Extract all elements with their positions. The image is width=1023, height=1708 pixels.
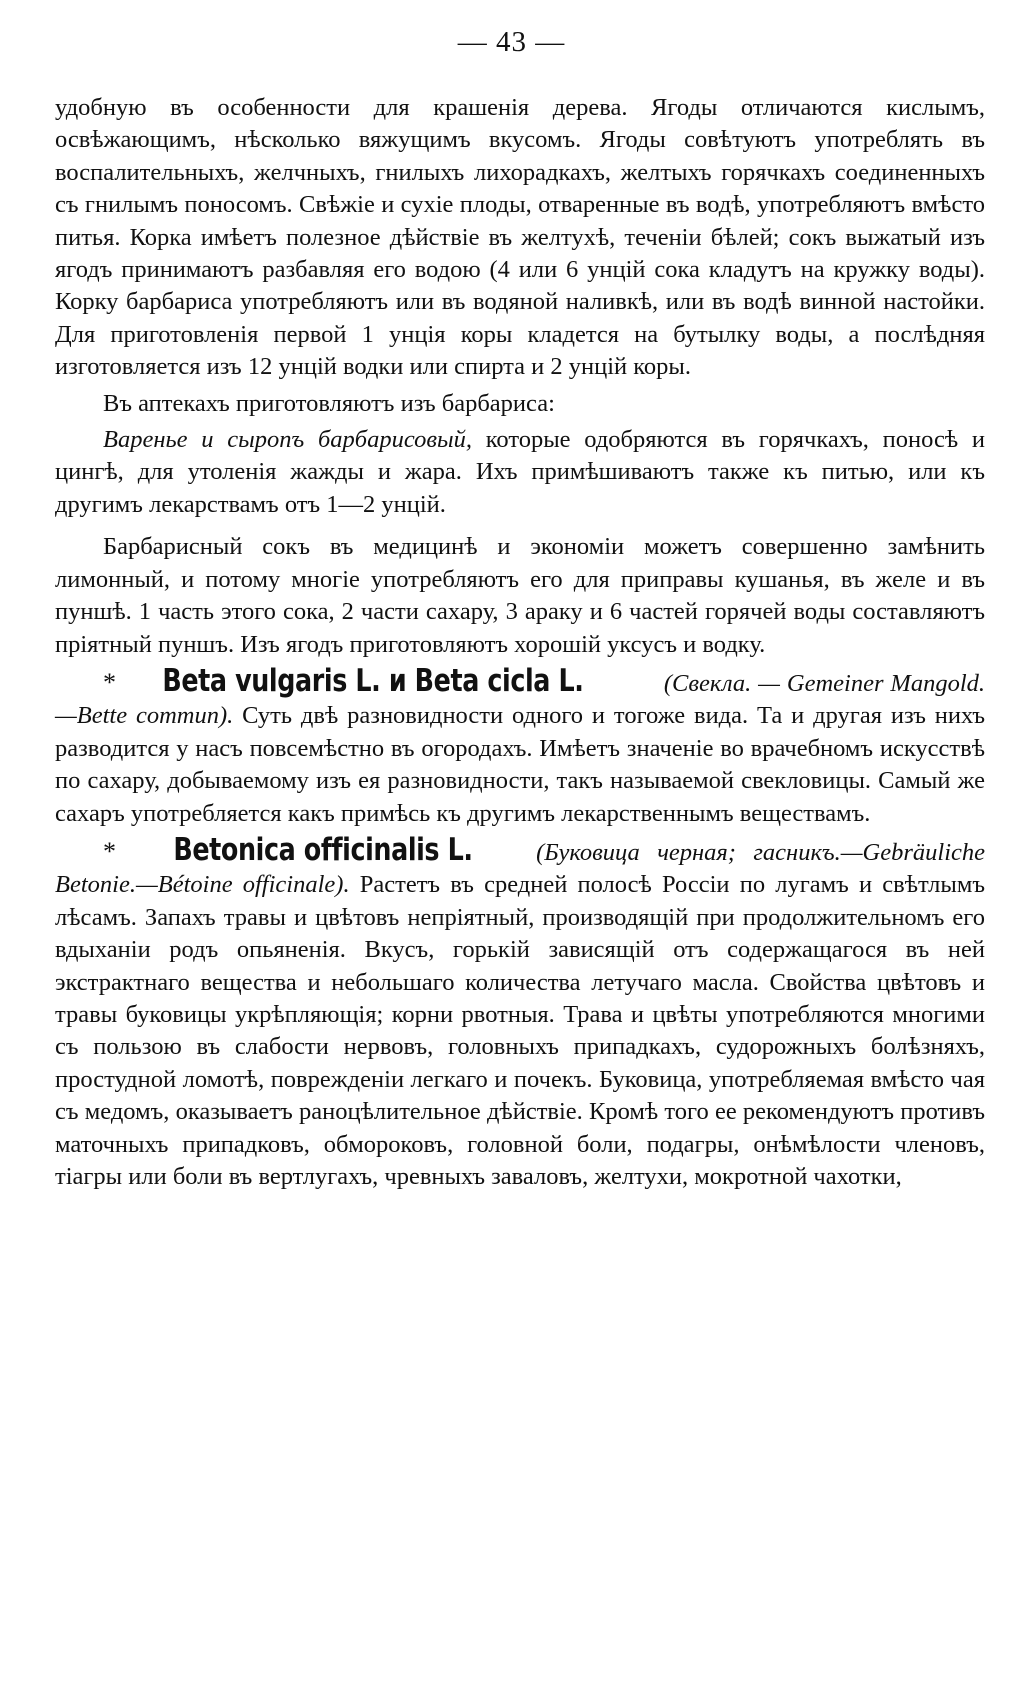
beta-common-names: (Свекла. — Gemeiner Mangold.—Bette commun). [55,669,986,730]
beta-asterisk: * [103,667,124,697]
page-number: — 43 — [457,26,566,58]
entry-betonica [55,831,985,1193]
paragraph-pharmacy-intro: Въ аптекахъ приготовляютъ изъ барбариса: [103,389,555,417]
paragraph-barberry-juice: Барбарисный сокъ въ медицинѣ и экономіи можетъ совершенно замѣнить лимонный, и потому многіе употребляютъ его для приправы кушанья, въ желе и въ пуншѣ. 1 часть этого сока, 2 части сахару, 3 араку и 6 частей горячей воды составляютъ пріятный пуншъ. Изъ ягодъ приготовляютъ хорошій уксусъ и водку. [55,533,985,658]
betonica-heading: Betonica officinalis L. [173,831,473,868]
jam-syrup-text: которые одобряются въ горячкахъ, поносѣ и цингѣ, для утоленія жажды и жара. Ихъ примѣшиваютъ также къ питью, или къ другимъ лекарствамъ отъ 1—2 унцій. [55,426,985,518]
page-body [55,92,985,1193]
beta-heading: Beta vulgaris L. и Beta cicla L. [162,662,584,699]
betonica-asterisk: * [103,836,134,866]
beta-description: Суть двѣ разновидности одного и тогоже вида. Та и другая изъ нихъ разводится у насъ повсемѣстно въ огородахъ. Имѣетъ значеніе во врачебномъ искусствѣ по сахару, добываемому изъ ея разновидности, такъ называемой свекловицы. Самый же сахаръ употребляется какъ примѣсь къ другимъ лекарственнымъ веществамъ. [55,702,985,827]
entry-beta [55,662,986,830]
paragraph-barberry-berries: удобную въ особенности для крашенія дерева. Ягоды отличаются кислымъ, освѣжающимъ, нѣсколько вяжущимъ вкусомъ. Ягоды совѣтуютъ употреблять въ воспалительныхъ, желчныхъ, гнилыхъ лихорадкахъ, желтыхъ горячкахъ соединенныхъ съ гнилымъ поносомъ. Свѣжіе и сухіе плоды, отваренные въ водѣ, употребляютъ вмѣсто питья. Корка имѣетъ полезное дѣйствіе въ желтухѣ, теченіи бѣлей; сокъ выжатый изъ ягодъ принимаютъ разбавляя его водою (4 или 6 унцій сока кладутъ на кружку воды). Корку барбариса употребляютъ или въ водяной наливкѣ, или въ водѣ винной настойки. Для приготовленія первой 1 унція коры кладется на бутылку воды, а послѣдняя изготовляется изъ 12 унцій водки или спирта и 2 унцій коры. [55,94,985,381]
jam-syrup-term: Варенье и сыропъ барбарисовый, [103,426,472,454]
paragraph-jam-syrup [55,424,985,521]
betonica-description: Растетъ въ средней полосѣ Россіи по лугамъ и свѣтлымъ лѣсамъ. Запахъ травы и цвѣтовъ непріятный, производящій при продолжительномъ его вдыханіи родъ опьяненія. Вкусъ, горькій зависящій отъ содержащагося въ ней экстрактнаго вещества и небольшаго количества летучаго масла. Свойства цвѣтовъ и травы буковицы укрѣпляющія; корни рвотныя. Трава и цвѣты употребляются многими съ пользою въ слабости нервовъ, головныхъ припадкахъ, судорожныхъ болѣзняхъ, простудной ломотѣ, поврежденіи легкаго и почекъ. Буковица, употребляемая вмѣсто чая съ медомъ, оказываетъ ранoцѣлительное дѣйствіе. Кромѣ того ее рекомендуютъ противъ маточныхъ припадковъ, обмороковъ, головной боли, подагры, онѣмѣлости членовъ, тіагры или боли въ вертлугахъ, чревныхъ заваловъ, желтухи, мокротной чахотки, [55,871,985,1190]
betonica-common-names: (Буковица черная; гасникъ.—Gebräuliche Betonie.—Bétoine officinale). [55,838,985,899]
